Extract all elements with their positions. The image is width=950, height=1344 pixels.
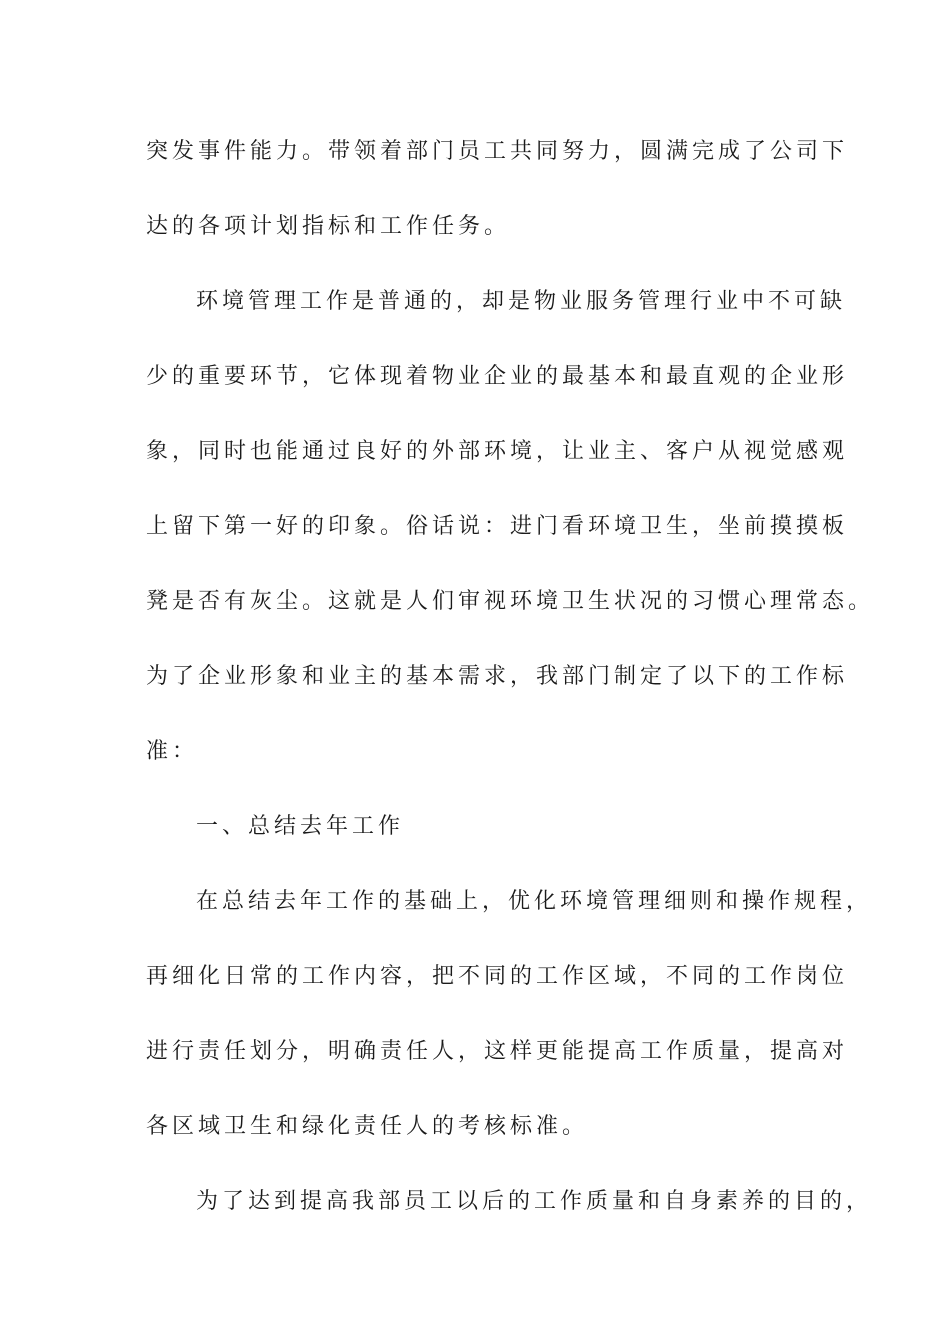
text-line: 准：: [146, 739, 199, 764]
text-line: 再细化日常的工作内容，把不同的工作区域，不同的工作岗位: [146, 964, 849, 989]
text-line: 少的重要环节，它体现着物业企业的最基本和最直观的企业形: [146, 364, 849, 389]
text-line: 进行责任划分，明确责任人，这样更能提高工作质量，提高对: [146, 1039, 849, 1064]
text-line: 象，同时也能通过良好的外部环境，让业主、客户从视觉感观: [146, 439, 849, 464]
text-line: 达的各项计划指标和工作任务。: [146, 214, 511, 239]
section-heading: 一、总结去年工作: [196, 814, 405, 839]
text-line: 各区域卫生和绿化责任人的考核标准。: [146, 1114, 589, 1139]
paragraph-first-line: 在总结去年工作的基础上，优化环境管理细则和操作规程，: [196, 889, 873, 914]
text-line: 凳是否有灰尘。这就是人们审视环境卫生状况的习惯心理常态。: [146, 589, 875, 614]
text-line: 上留下第一好的印象。俗话说：进门看环境卫生，坐前摸摸板: [146, 514, 849, 539]
paragraph-first-line: 为了达到提高我部员工以后的工作质量和自身素养的目的，: [196, 1189, 873, 1214]
text-line: 突发事件能力。带领着部门员工共同努力，圆满完成了公司下: [146, 139, 849, 164]
paragraph-first-line: 环境管理工作是普通的，却是物业服务管理行业中不可缺: [196, 289, 847, 314]
text-line: 为了企业形象和业主的基本需求，我部门制定了以下的工作标: [146, 664, 849, 689]
